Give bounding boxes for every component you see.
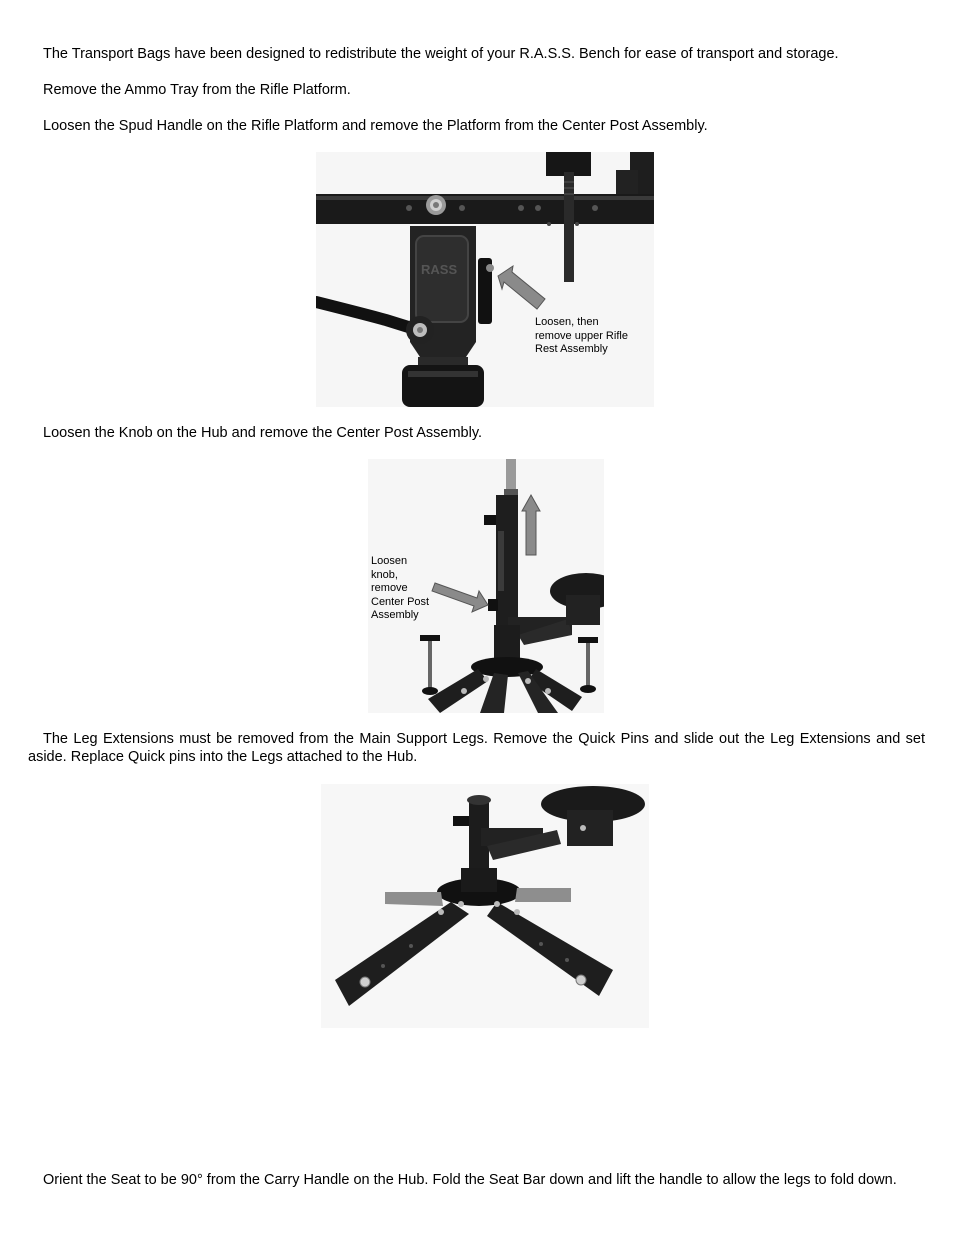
hub-legs-photo — [321, 784, 649, 1028]
rifle-platform-photo — [316, 152, 654, 407]
rass-logo: RASS — [421, 262, 458, 277]
instruction-paragraph-2: Remove the Ammo Tray from the Rifle Platform. — [43, 82, 351, 98]
center-post-photo — [368, 459, 604, 713]
fig2-callout: Loosen knob, remove Center Post Assembly — [371, 555, 430, 621]
fig1-callout: Loosen, then remove upper Rifle Rest Assembly — [535, 316, 628, 355]
instruction-paragraph-3: Loosen the Spud Handle on the Rifle Platform and remove the Platform from the Center Post Assembly. — [43, 118, 708, 134]
instruction-paragraph-5: The Leg Extensions must be removed from the Main Support Legs. Remove the Quick Pins and slide out the Leg Extensions and set aside. Replace Quick pins into the Legs attached to the Hub. — [28, 731, 925, 765]
instruction-paragraph-4: Loosen the Knob on the Hub and remove the Center Post Assembly. — [43, 425, 483, 441]
instruction-paragraph-1: The Transport Bags have been designed to redistribute the weight of your R.A.S.S. Bench for ease of transport and storage. — [43, 46, 839, 62]
instruction-paragraph-6: Orient the Seat to be 90° from the Carry Handle on the Hub. Fold the Seat Bar down and lift the handle to allow the legs to fold down. — [43, 1172, 897, 1188]
